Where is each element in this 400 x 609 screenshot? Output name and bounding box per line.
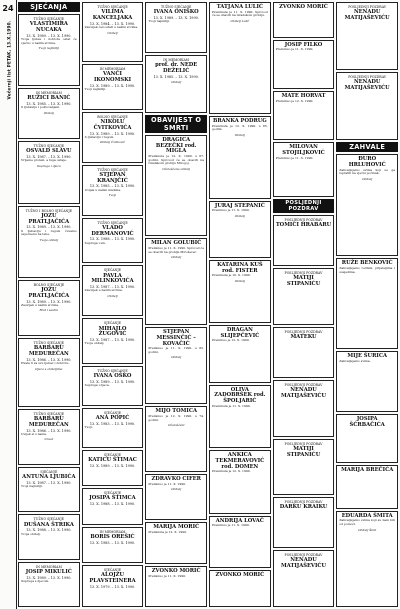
notice-box (273, 327, 335, 378)
notice-box (273, 380, 335, 437)
deceased-name: NIKOLU ČVITKOVIĆA (93, 118, 132, 131)
notice-text: Supruga i djeca. (84, 383, 110, 388)
notice-box (18, 409, 80, 465)
notice-text: Preminuo je 11. X. 1990. (275, 155, 314, 160)
deceased-name: JOSIPA ŠTIMCA (89, 495, 136, 502)
notice-text: Tvoja obitelj. (21, 531, 41, 536)
deceased-name: MATEKU (290, 334, 317, 341)
notice-label: IN MEMORIAM (35, 564, 62, 569)
deceased-name: BARBARU MEDUREČAN (28, 415, 69, 428)
notice-box (336, 72, 398, 140)
notice-box (82, 527, 144, 563)
deceased-name: TOMICI HRABARU (275, 222, 332, 229)
notice-signature: Obitelj (171, 79, 182, 84)
notice-box (18, 141, 80, 204)
notice-text: Preminula je 12. X. 1990. u 67. godini. Sprovod će se obaviti na Gradskom groblju Mirogoj. (148, 154, 205, 166)
deceased-name: MIJE ŠURICA (347, 353, 387, 360)
notice-text: Tvoji najmiliji. (84, 87, 107, 92)
notice-box (82, 64, 144, 110)
deceased-name: NENADU MATIJAŠEVIĆU (344, 79, 390, 91)
notice-box (145, 474, 207, 521)
column-4 (209, 2, 271, 607)
deceased-name: BRANKA PODRUG (212, 117, 267, 124)
deceased-name: JOSIP FILKO (284, 41, 323, 48)
deceased-name: NENADU MATIJAŠEVIĆU (280, 387, 327, 399)
notice-box (18, 206, 80, 278)
deceased-name: BORIS OREŠIĆ (90, 533, 135, 540)
notice-box (145, 55, 207, 113)
notice-box (145, 406, 207, 472)
notice-signature: Obitelj (234, 132, 245, 137)
notice-dates: 13. X. 1985. – 13. X. 1990. (89, 184, 136, 189)
notice-text: Preminula je 11. X. 1990. Sprovod će se obaviti na Gradskom groblju. (212, 9, 268, 18)
notice-box (145, 135, 207, 237)
notice-text: Hvala ti za svu ljubav i dobrotu. (21, 361, 70, 366)
notice-text: Preminula je 10. X. 1990. (212, 273, 251, 278)
notice-dates: 13. X. 1989. – 13. X. 1990. (26, 225, 72, 230)
notice-box (209, 201, 271, 258)
notice-text: Uvijek u našim mislima. (84, 187, 122, 192)
notice-text: Zauvijek u našim srcima. (21, 302, 60, 307)
notice-box (82, 265, 144, 316)
notice-dates: 13. X. 1989. – 13. X. 1990. (89, 131, 136, 136)
notice-box (18, 88, 80, 139)
notice-text: Tvoja obitelj. (84, 341, 105, 346)
notice-signature: Obitelj Čvitković (99, 140, 126, 145)
notice-box (145, 566, 207, 607)
notice-label: TUŽNO SJEĆANJE (97, 220, 128, 225)
notice-label: IN MEMORIAM (99, 529, 126, 534)
deceased-name: VANČI IKONOMSKI (94, 71, 131, 84)
notice-text: Preminuo je 11. X. 1990. (212, 208, 250, 213)
notice-label: SJEĆANJE (104, 321, 121, 326)
notice-box (82, 2, 144, 62)
notice-signature: Obitelj (107, 293, 118, 298)
column-2 (82, 2, 144, 607)
deceased-name: IVANA ONIŠKO (153, 9, 199, 16)
notice-box (145, 2, 207, 53)
section-header-posljednji: POSLJEDNJI POZDRAV (273, 199, 335, 213)
notice-box (336, 258, 398, 349)
notice-box (82, 450, 144, 486)
column-3 (145, 2, 207, 607)
notice-signature: Obitelj Šmit (358, 527, 377, 532)
notice-label: IN MEMORIAM (35, 91, 62, 96)
deceased-name: prof. dr. NEDE DEŽELIĆ (155, 61, 198, 74)
notice-box (209, 385, 271, 449)
deceased-name: EDUARDA ŠMITA (341, 512, 393, 519)
notice-signature: Obitelj (171, 355, 182, 360)
page-spine (0, 0, 17, 609)
deceased-name: ZVONKO MORIĆ (279, 4, 328, 10)
notice-box (209, 325, 271, 383)
deceased-name: DARKU KRAIKU (279, 504, 328, 511)
deceased-name: ANDRIJA LOVAČ (215, 517, 264, 524)
notice-signature: Obitelj (171, 255, 182, 260)
notice-signature: Tvoji (108, 193, 117, 198)
deceased-name: MIHAJLO ŽUGOVIĆ (98, 325, 127, 338)
notice-label: TUŽNO SJEĆANJE (97, 369, 128, 374)
notice-text: Preminuo je 12. X. 1990. (275, 98, 314, 103)
notice-box (209, 570, 271, 607)
notice-label: BOLNO SJEĆANJE (33, 282, 65, 287)
notice-text: Tvoji najmiliji. (148, 19, 170, 24)
notice-dates: 13. X. 1986. – 13. X. 1990. (26, 357, 72, 362)
deceased-name: OSVALD SLAVU (26, 147, 72, 154)
deceased-name: PAVLA MILINKOVIĆA (91, 272, 134, 285)
section-header-obavijest: OBAVIJEST O SMRTI (145, 115, 207, 133)
deceased-name: MATIJI STIPANIĆU (286, 275, 321, 288)
notice-label: SJEĆANJE (104, 268, 121, 273)
notice-box (336, 351, 398, 412)
notice-dates: 13. X. 1989. – 13. X. 1990. (153, 16, 199, 20)
notice-box (209, 516, 271, 568)
notice-box (273, 40, 335, 89)
notice-text: S ljubavlju i tugom. (84, 134, 115, 139)
notice-text: Preminula je 11. X. 1990. (212, 403, 251, 408)
notice-text: Zahvaljujemo rodbini, prijateljima i susjedima. (339, 265, 396, 274)
deceased-name: MARIJA BREČIĆA (341, 467, 394, 474)
deceased-name: ANA POPIĆ (95, 415, 130, 422)
deceased-name: STJEPAN MESSINČIĆ – KOVAČIĆ (156, 328, 196, 347)
notice-text: Preminuo je 12. X. 1990. u 74. godini. (148, 413, 205, 422)
notice-text: Tvoji najmiliji. (21, 484, 43, 489)
deceased-name: MIJO TOMICA (155, 408, 197, 415)
section-header-sjecanja: SJEĆANJA (18, 2, 80, 12)
notice-text: Preminuo je 11. X. 1990. Sprovod će se obaviti na groblju Miroševec. (148, 246, 205, 254)
notice-box (273, 91, 335, 140)
notice-text: Preminuo je 11. X. 1990. (212, 523, 250, 528)
notice-label: SJEĆANJE (104, 452, 121, 457)
notice-signature: Djeca s obiteljima (35, 366, 63, 371)
notice-box (82, 218, 144, 264)
notice-box (336, 2, 398, 70)
notice-dates: 13. X. 1989. – 13. X. 1990. (89, 380, 136, 385)
deceased-name: KATARINA KUŠ rod. FISTER (217, 261, 263, 274)
notice-dates: 13. X. 1985. – 13. X. 1990. (153, 74, 199, 79)
notice-label: TUŽNO SJEĆANJE (160, 5, 192, 9)
notice-dates: 13. X. 1989. – 13. X. 1990. (26, 299, 72, 304)
notice-label: SJEĆANJE (104, 410, 121, 415)
notice-text: Preminuo je 11. X. 1990. u 82. godini. (148, 346, 205, 354)
column-6 (336, 2, 398, 607)
deceased-name: ZVONKO MORIĆ (151, 567, 201, 574)
notice-box (336, 154, 398, 256)
notice-box (82, 318, 144, 364)
column-5 (273, 2, 335, 607)
notice-signature: Obitelj (107, 30, 118, 35)
notice-box (145, 327, 207, 404)
deceased-name: VLASTIMIRA NUCAKA (29, 21, 68, 33)
notice-box (336, 414, 398, 463)
notice-signature: Obitelj (43, 111, 54, 116)
notice-label: TUŽNO SJEĆANJE (97, 5, 128, 9)
notice-dates: 13. X. 1987. – 13. X. 1990. (26, 154, 72, 159)
notice-label: IN MEMORIAM (99, 67, 126, 72)
notice-text: Vrijeme prolazi, a tuga ostaje. (21, 157, 67, 162)
deceased-name: JOSIP MIKULIĆ (25, 568, 72, 575)
deceased-name: VLADO DERMANOVIĆ (91, 224, 134, 237)
running-head: Večernji list PETAK, 13.X.1990. (6, 20, 12, 100)
deceased-name: DUŠANA ŠTRIKA (23, 521, 74, 528)
notice-label: TUŽNO SJEĆANJE (33, 341, 65, 346)
notice-signature: Unuci (44, 437, 54, 442)
notice-signature: Obitelj (234, 214, 245, 219)
notice-label: POSLJEDNJI POZDRAV (284, 500, 323, 505)
notice-text: Preminula je 12. X. 1990. (212, 469, 251, 474)
deceased-name: ĐURO HRLUHOVIĆ (348, 155, 386, 168)
notice-text: Zauvijek ćeš ostati u našim srcima. (84, 25, 139, 29)
notice-box (82, 408, 144, 448)
column-1 (18, 2, 80, 607)
notice-box (209, 116, 271, 199)
notice-dates: 13. X. 1987. – 13. X. 1990. (89, 338, 136, 343)
notice-dates: 13. X. 1989. – 13. X. 1990. (89, 463, 136, 468)
notice-label: SJEĆANJE (104, 567, 121, 572)
notice-dates: 13. X. 1987. – 13. X. 1990. (89, 285, 136, 290)
notice-dates: 13. X. 1988. – 13. X. 1990. (26, 528, 72, 533)
notice-label: TUŽNO SJEĆANJE (33, 17, 65, 21)
deceased-name: MATE HORVAT (281, 92, 326, 99)
notice-text: Supruga i sin. (84, 240, 106, 245)
notice-dates: 13. X. 1985. – 13. X. 1990. (89, 540, 136, 545)
notice-text: Zauvijek u našim srcima. (84, 288, 123, 293)
notice-box (82, 112, 144, 163)
notice-dates: 13. X. 1986. – 13. X. 1990. (26, 428, 72, 433)
notice-box (18, 514, 80, 559)
deceased-name: JOZU PRATLJAČIĆA (28, 286, 70, 299)
notice-signature: Tvoji najmiliji (38, 46, 60, 51)
notice-label: POSLJEDNJI POZDRAV (348, 5, 387, 9)
notice-box (18, 338, 80, 407)
notice-label: TUŽNO SJEĆANJE (33, 143, 65, 148)
deceased-name: MATIJI STIPANIĆU (286, 445, 321, 458)
notice-dates: 13. X. 1988. – 13. X. 1990. (89, 237, 136, 242)
notice-text: Zahvaljujemo svima koji su nam bili od pomoći. (339, 518, 396, 526)
notice-label: TUŽNO SJEĆANJE (33, 517, 65, 522)
notice-text: Preminuo je 12. X. 1990. (212, 338, 250, 343)
notice-box (145, 238, 207, 324)
deceased-name: MILAN GOLUBIĆ (151, 240, 202, 247)
notice-text: Tvoji. (84, 425, 94, 430)
notice-text: Zahvaljujemo svima koji su ga ispratili na vječni počinak. (339, 167, 396, 176)
deceased-name: ZVONKO MORIĆ (215, 571, 265, 578)
notice-signature: Obitelj (234, 279, 245, 283)
notice-text: Preminuo je 11. X. 1990. (148, 481, 187, 486)
notice-dates: 13. X. 1983. – 13. X. 1990. (89, 421, 136, 426)
notice-box (336, 511, 398, 607)
notice-label: POSLJEDNJI POZDRAV (284, 218, 323, 223)
notice-text: Supruga s djecom. (21, 578, 50, 583)
notice-dates: 13. X. 1989. – 13. X. 1990. (89, 83, 136, 88)
notice-box (273, 268, 335, 325)
notice-label: POSLJEDNJI POZDRAV (348, 74, 387, 79)
notice-text: Preminula je 12. X. 1990. u 85. godini. (212, 123, 268, 132)
notice-box (273, 497, 335, 548)
deceased-name: KATICU ŠTIMAC (88, 457, 137, 464)
notice-label: TUŽNO SJEĆANJE (33, 411, 65, 416)
notice-box (18, 14, 80, 86)
notice-box (209, 2, 271, 114)
deceased-name: RUŽICI BANIĆ (27, 95, 71, 102)
deceased-name: IVANA OŠKO (93, 373, 132, 380)
deceased-name: NENADU MATIJAŠEVIĆU (344, 9, 390, 21)
notice-label: SJEĆANJE (40, 470, 58, 475)
notice-signature: Supruga i djeca (36, 163, 61, 168)
deceased-name: JURAJ STEPANIĆ (214, 202, 265, 209)
notice-label: POSLJEDNJI POZDRAV (284, 271, 323, 276)
notice-box (273, 215, 335, 266)
notice-dates: 13. X. 1988. – 13. X. 1990. (89, 502, 136, 507)
notice-label: TUŽNO I BOLNO SJEĆANJE (25, 208, 72, 213)
notice-text: Uvijek si s nama. (21, 431, 47, 436)
notice-label: SJEĆANJE (104, 491, 121, 496)
notice-box (82, 366, 144, 406)
notice-dates: 13. X. 1979. – 13. X. 1990. (89, 584, 136, 589)
deceased-name: ANTUNA LJUBIĆA (22, 474, 76, 481)
notice-box (18, 467, 80, 512)
notice-box (336, 465, 398, 508)
notice-box (273, 550, 335, 607)
notice-dates: 13. X. 1984. – 13. X. 1990. (89, 21, 136, 26)
deceased-name: DRAGAN SLIJEPČEVIĆ (220, 326, 260, 339)
notice-label: TUŽNO SJEĆANJE (97, 167, 128, 172)
notice-box (209, 450, 271, 514)
notice-label: POSLJEDNJI POZDRAV (284, 382, 323, 387)
notice-label: POSLJEDNJI POZDRAV (284, 553, 323, 558)
notice-box (145, 522, 207, 563)
notice-label: BOLNO SJEĆANJE (97, 114, 128, 119)
notice-signature: Brat i sestra (39, 308, 59, 313)
notice-box (18, 280, 80, 336)
deceased-name: ZDRAVKO CIFER (151, 475, 201, 482)
page-number: 24 (2, 4, 14, 13)
notice-text: Preminuo je 11. X. 1990. (275, 47, 314, 52)
notice-label: IN MEMORIAM (163, 57, 190, 62)
deceased-name: NENADU MATIJAŠEVIĆU (280, 557, 327, 570)
deceased-name: BARBARU MEDUREČAN (28, 345, 69, 358)
notice-box (82, 165, 144, 216)
notice-dates: 13. X. 1985. – 13. X. 1990. (26, 102, 72, 107)
deceased-name: MARIJA MORIĆ (153, 524, 200, 531)
notice-text: Zahvaljujemo svima. (339, 359, 371, 364)
notice-signature: Obitelj (362, 176, 373, 181)
notice-box (82, 488, 144, 524)
notice-box (209, 260, 271, 323)
notice-signature: Obitelj (171, 487, 182, 492)
notice-text: Tvoja ljubav i dobrota ostat će vječno u našim srcima. (21, 37, 77, 45)
deceased-name: STJEPAN KRANJČIĆ (97, 171, 128, 184)
deceased-name: VILIMA KANCELJAKA (92, 9, 133, 21)
notice-signature: Ožalošćena obitelj (162, 167, 191, 172)
deceased-name: OLIVA ZADOBRŠEK rod. ŠPOLJARIĆ (214, 386, 266, 405)
notice-signature: Obitelj Lulić (230, 18, 250, 23)
columns (18, 2, 398, 607)
notice-dates: 13. X. 1989. – 13. X. 1990. (26, 33, 72, 38)
notice-box (82, 565, 144, 607)
deceased-name: ALOJZU PLAVSTEINERA (89, 572, 136, 584)
deceased-name: ANKICA TEKMERAVOVIĆ rod. DOMEN (215, 452, 265, 470)
notice-dates: 13. X. 1987. – 13. X. 1990. (26, 481, 72, 486)
deceased-name: DRAGICA BEZEČKI rod. MIGLA (155, 136, 197, 155)
notice-signature: Ožalošćeni (167, 423, 185, 428)
notice-box (273, 142, 335, 197)
notice-box (273, 439, 335, 496)
section-header-zahvale: ZAHVALE (336, 142, 398, 152)
notice-text: Preminuo je 11. X. 1990. (148, 573, 187, 578)
notice-text: S ljubavlju i poštovanjem. (21, 105, 61, 110)
notice-text: S ljubavlju i tugom čuvamo uspomenu na tebe. (21, 228, 77, 237)
notice-signature: Tvoja obitelj (39, 237, 59, 242)
notice-box (273, 2, 335, 38)
deceased-name: JOSIPA ŠĆRBAČIĆA (349, 415, 385, 428)
deceased-name: JOZU PRATLJAČIĆA (28, 212, 70, 225)
notice-dates: 13. X. 1989. – 13. X. 1990. (26, 575, 72, 580)
notice-box (18, 562, 80, 607)
deceased-name: TATJANA LULIĆ (216, 4, 264, 10)
deceased-name: RUŽE BENKOVIĆ (341, 260, 393, 267)
notice-text: Preminula je 12. X. 1990. (148, 530, 187, 535)
deceased-name: MILOVAN STOJILJKOVIĆ (282, 144, 325, 156)
notice-label: POSLJEDNJI POZDRAV (284, 329, 323, 334)
notice-label: POSLJEDNJI POZDRAV (284, 441, 323, 446)
